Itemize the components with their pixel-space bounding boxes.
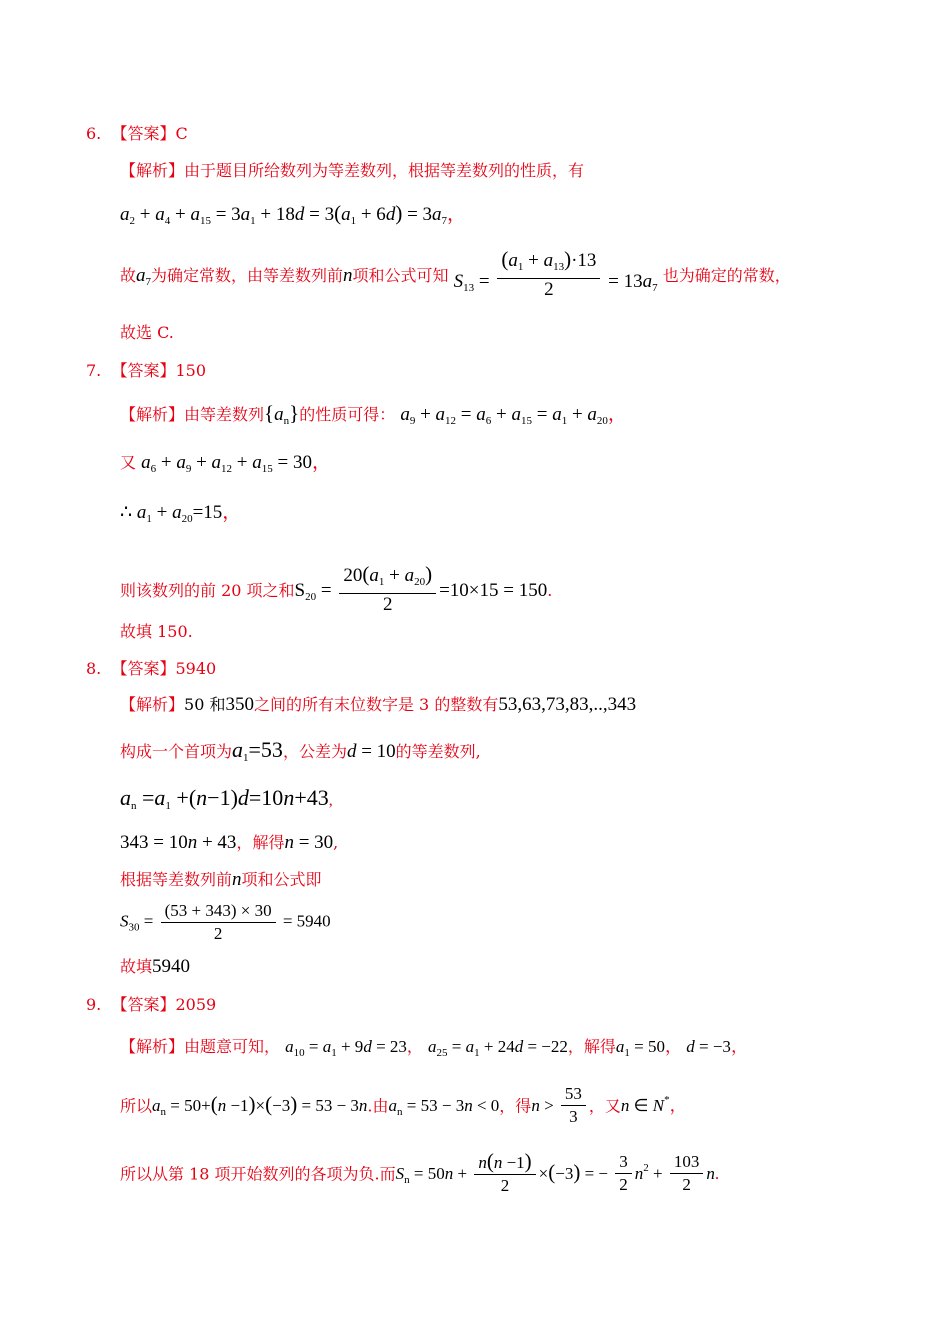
q7-sum-line: 则该数列的前 20 项之和$S_{20}$ = $\frac{20(a_1 + a_{20})}{2}$ =10×15 = 150. (120, 562, 553, 615)
q8-text5a: 根据等差数列前 (120, 870, 233, 889)
q7-text2: 又 (120, 453, 137, 472)
q8-text1b: 350 (225, 694, 254, 715)
q8-equation-1: $a_n =a_1 +(n-1)d=10n+43$, (120, 785, 333, 812)
q6-text2d: 也为确定的常数， (662, 265, 791, 285)
q7-text1b: 的性质可得： (299, 405, 396, 424)
q8-conclusion (120, 957, 190, 977)
q7-answer-line (86, 361, 206, 381)
q9-text2d: ，又 (588, 1096, 621, 1116)
q9-text2c: ，得 (499, 1096, 532, 1116)
q8-text7b: 5940 (152, 956, 191, 977)
q7-equation-2: $a_6 + a_9 + a_{12} + a_{15} = 30$， (141, 452, 331, 475)
q9-number: 9. (86, 995, 102, 1014)
q6-number: 6. (86, 124, 102, 143)
q6-analysis-tag: 【解析】 (120, 161, 185, 180)
q9-analysis-tag: 【解析】 (120, 1037, 185, 1056)
q6-sum-formula: $S_{13}$ = $\frac{(a_1 + a_{13})\cdot 13}{2}$ = $13a_7$ (453, 247, 658, 300)
q6-answer-line (86, 124, 188, 144)
q8-line2: 构成一个首项为$a_1=53$，公差为d = 10的等差数列, (120, 737, 481, 764)
q7-equation-1: $a_9 + a_{12} = a_6 + a_{15} = a_1 + a_{20}$， (400, 404, 627, 427)
q7-analysis-tag: 【解析】 (120, 405, 185, 424)
q8-text1d: 53,63,73,83,..,343 (498, 694, 637, 715)
q9-text3a: 所以从第 18 项开始数列的各项为负.而 (120, 1164, 396, 1184)
q6-constant-line: 故$a_7$为确定常数，由等差数列前n项和公式可知 $S_{13}$ = $\frac{(a_1 + a_{13})\cdot 13}{2}$ = $13a_7$ 也为确定的常数， (120, 247, 791, 300)
q8-text1c: 之间的所有末位数字是 3 的整数有 (253, 695, 499, 714)
q8-line4: 343 = 10n + 43，解得n = 30, (120, 832, 339, 853)
q6-text2b: 为确定常数，由等差数列前 (151, 265, 344, 285)
q8-answer-line (86, 659, 216, 679)
q8-text2c: 的等差数列, (395, 742, 481, 761)
q7-analysis-line: 【解析】由等差数列$\{a_n\}$的性质可得： $a_9 + a_{12} = a_6 + a_{15} = a_1 + a_{20}$， (120, 401, 627, 427)
q8-sum-formula: $S_{30}$ = $\frac{(53 + 343) \times 30}{2}$ = 5940 (120, 901, 331, 943)
q7-conclusion: 故填 150. (120, 622, 193, 641)
q9-answer: 2059 (175, 995, 217, 1014)
q9-text1c: ，解得 (567, 1037, 616, 1056)
q8-number: 8. (86, 659, 102, 678)
q6-answer-tag: 【答案】 (111, 124, 176, 143)
q7-line2 (120, 453, 331, 479)
q6-text1: 由于题目所给数列为等差数列，根据等差数列的性质，有 (184, 161, 585, 180)
q9-answer-tag: 【答案】 (111, 995, 176, 1014)
q8-text2b: ，公差为 (282, 742, 347, 761)
q8-line5: 根据等差数列前n项和公式即 (120, 869, 322, 890)
q6-analysis-line (120, 161, 584, 181)
q9-text2b: .由 (367, 1096, 389, 1116)
q8-text4: ，解得 (236, 833, 285, 852)
q7-answer: 150 (175, 361, 206, 380)
q9-text1b: ， (406, 1037, 423, 1056)
q6-conclusion: 故选 C. (120, 323, 174, 342)
q9-text2a: 所以 (120, 1096, 153, 1116)
q9-answer-line (86, 995, 216, 1015)
q7-answer-tag: 【答案】 (111, 361, 176, 380)
q7-sum-formula: $S_{20}$ = $\frac{20(a_1 + a_{20})}{2}$ =10×15 = 150 (294, 562, 548, 615)
q6-text2c: 项和公式可知 (352, 265, 449, 285)
q6-equation-1: $a_2 + a_4 + a_{15} = 3a_1 + 18d = 3(a_1 + 6d) = 3a_7$， (120, 201, 467, 227)
q9-line3: 所以从第 18 项开始数列的各项为负.而$S_n = 50n$ + $\frac{n(n -1)}{2}$ ×(−3) = − $\frac{3}{2}$ $n^2$ + $\frac{103}{2}$ n. (120, 1149, 720, 1195)
q6-answer: C (175, 124, 188, 143)
q8-text7a: 故填 (120, 957, 153, 976)
q9-text1a: 由题意可知， (184, 1037, 281, 1056)
q8-answer: 5940 (175, 659, 217, 678)
q8-answer-tag: 【答案】 (111, 659, 176, 678)
q9-line2: 所以$a_n = 50+(n -1)\times(-3) = 53 - 3n$.由$a_n = 53 - 3n < 0$，得n > $\frac{53}{3}$ ，又n ∈ N*， (120, 1084, 687, 1126)
q8-text2a: 构成一个首项为 (120, 742, 233, 761)
q8-analysis-tag: 【解析】 (120, 695, 185, 714)
q7-number: 7. (86, 361, 102, 380)
q8-text1a: 50 和 (184, 695, 226, 714)
q7-text4: 则该数列的前 20 项之和 (120, 580, 295, 600)
q7-text1a: 由等差数列 (184, 405, 265, 424)
q6-text2a: 故 (120, 265, 137, 285)
q8-analysis-line (120, 695, 636, 715)
q9-analysis-line: 【解析】由题意可知， $a_{10} = a_1 + 9d = 23$， $a_{25} = a_1 + 24d = -22$，解得$a_1 = 50$， d = −3， (120, 1037, 748, 1059)
q8-text5b: 项和公式即 (241, 870, 322, 889)
q7-equation-3: ∴ $a_1 + a_{20}=15$， (120, 502, 242, 525)
